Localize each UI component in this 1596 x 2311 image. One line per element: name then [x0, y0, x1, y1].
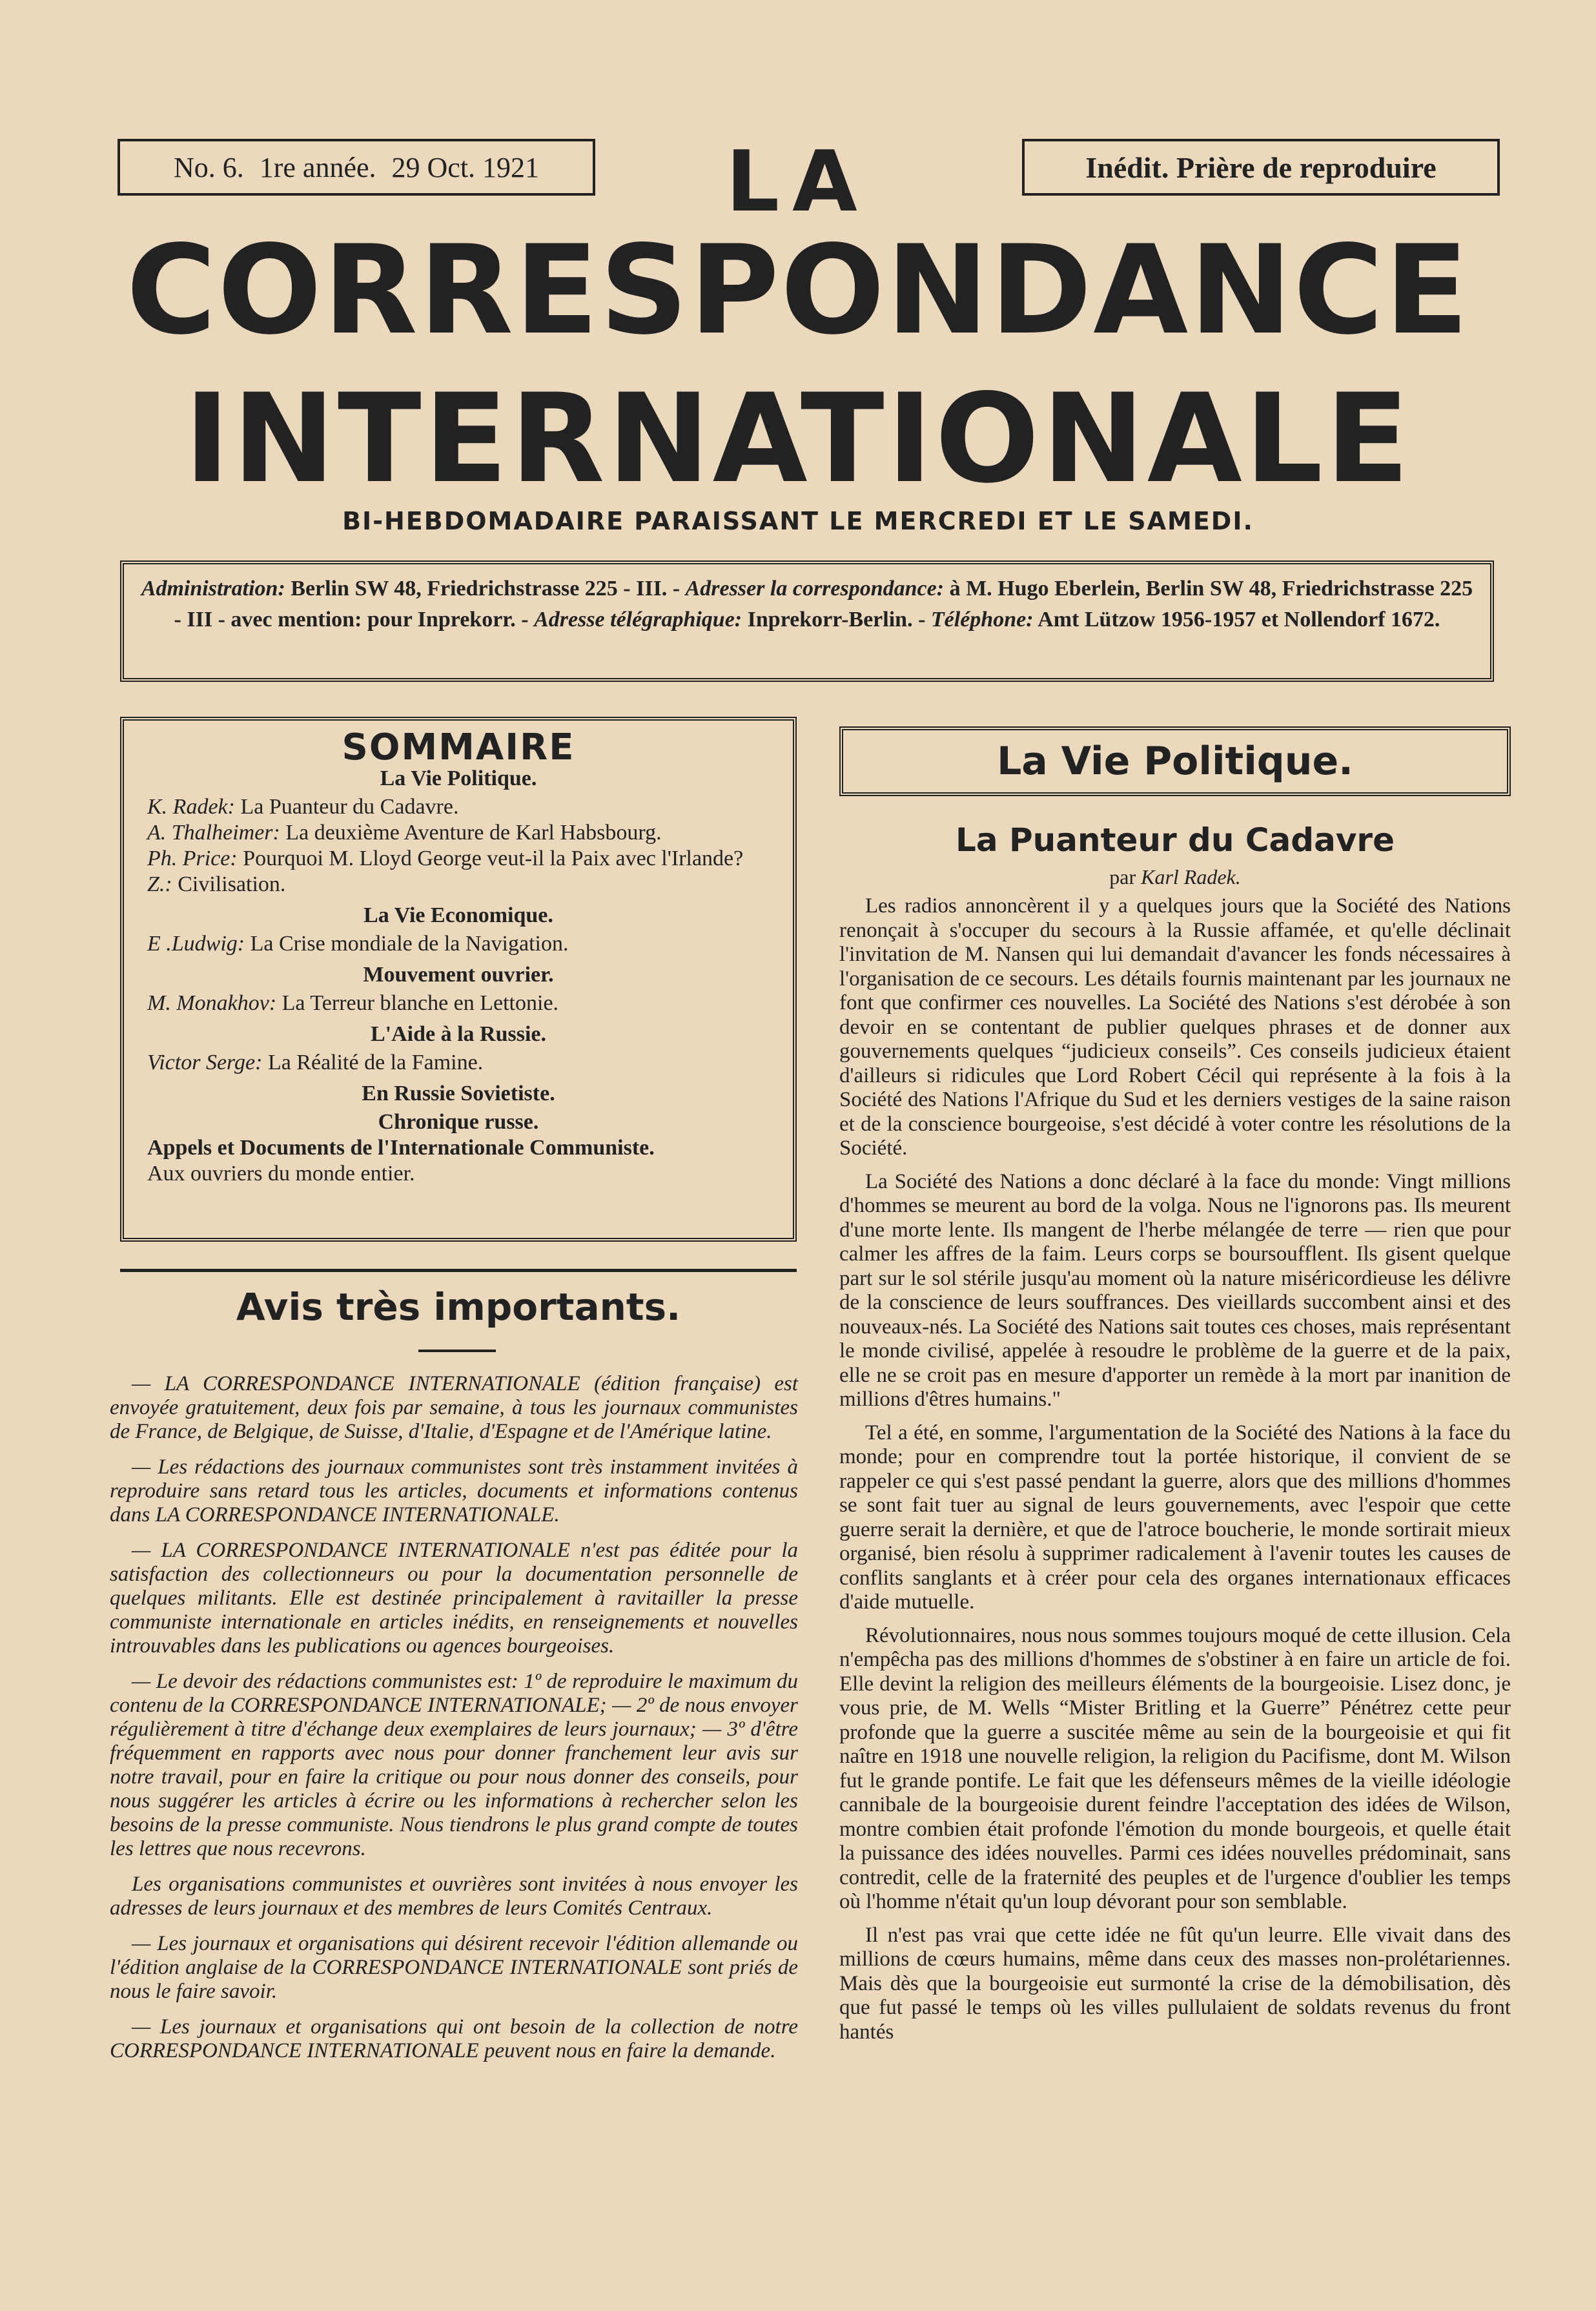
article-body [839, 894, 1511, 2053]
article-paragraph: La Société des Nations a donc déclaré à la face du monde: Vingt millions d'hommes se meurent au bord de la volga. Nous ne l'ignorons pas. Ils meurent d'une morte lente. Ils mangent de l'herbe mélangée de terre — rien que pour calmer les affres de la faim. Leurs corps se boursoufflent. Ils gisent quelque part sur le sol stérile jusqu'au moment où la nature miséricordieuse les délivre de la conscience de leurs souffrances. Des vieillards succombent ainsi et des nouveaux-nés. La Société des Nations sait toutes ces choses, mais représentant le monde civilisé, appelée à resoudre le problème de la guerre et de la paix, elle ne se croit pas en mesure d'apporter un remède à la mort par inanition de millions d'êtres humains." [839, 1169, 1511, 1411]
toc-section-sovietiste: En Russie Sovietiste. [362, 1082, 555, 1105]
toc-title: SOMMAIRE [342, 726, 575, 768]
masthead-line-2: INTERNATIONALE [184, 367, 1412, 510]
correspondence-address: à M. Hugo Eberlein, Berlin SW 48, Friedrichstrasse 225 - III - avec mention: pour Inprekorr. - [174, 577, 1473, 632]
admin-label: Administration: [141, 577, 285, 601]
toc-entry: A. Thalheimer: La deuxième Aventure de Karl Habsbourg. [147, 821, 662, 845]
toc-section-appels: Appels et Documents de l'Internationale Communiste. [147, 1136, 655, 1160]
table-of-contents [120, 717, 797, 1242]
toc-entry: Aux ouvriers du monde entier. [147, 1162, 415, 1186]
toc-entry: M. Monakhov: La Terreur blanche en Lettonie. [147, 991, 559, 1015]
notice-paragraph: Les organisations communistes et ouvrières sont invitées à nous envoyer les adresses de leurs journaux et des membres de leurs Comités Centraux. [110, 1873, 798, 1920]
phone-numbers: Amt Lützow 1956-1957 et Nollendorf 1672. [1033, 608, 1440, 632]
toc-section-chronique: Chronique russe. [378, 1110, 539, 1134]
correspondence-label: Adresser la correspondance: [685, 577, 945, 601]
article-paragraph: Les radios annoncèrent il y a quelques jours que la Société des Nations renonçait à s'occuper du secours à la Russie affamée, et qu'elle déclinait l'invitation de M. Nansen qui lui demandait d'avancer les fonds nécessaires à l'organisation de ce secours. Les détails fournis maintenant par les journaux ne font que confirmer ces nouvelles. La Société des Nations s'est dérobée à son devoir en se contentant de publier quelques phrases et de donner aux gouvernements quelques “judicieux conseils”. Ces conseils judicieux étaient d'ailleurs si ridicules que Lord Robert Cécil qui représente à la fois à la Société des Nations l'Afrique du Sud et les derniers vestiges de la saine raison et de la conscience bourgeoise, s'est décidé à voter contre les résolutions de la Société. [839, 894, 1511, 1160]
toc-entry: E .Ludwig: La Crise mondiale de la Navigation. [147, 932, 569, 956]
toc-entry: Victor Serge: La Réalité de la Famine. [147, 1051, 484, 1074]
notice-paragraph: — Les journaux et organisations qui désirent recevoir l'édition allemande ou l'édition anglaise de la CORRESPONDANCE INTERNATIONALE sont priés de nous le faire savoir. [110, 1932, 798, 2003]
article-byline: par Karl Radek. [1109, 865, 1241, 888]
masthead-line-1: CORRESPONDANCE [126, 219, 1470, 362]
toc-entry: K. Radek: La Puanteur du Cadavre. [147, 795, 459, 819]
article-paragraph: Il n'est pas vrai que cette idée ne fût qu'un leurre. Elle vivait dans des millions de cœurs humains, même dans ceux des masses non-prolétariennes. Mais dès que la bourgeoisie eut surmonté la crise de la démobilisation, dès que fut passé le temps où les villes pullulaient de soldats revenus du front hantés [839, 1923, 1511, 2044]
telegraph-address: Inprekorr-Berlin. - [742, 608, 931, 632]
administration-box [120, 560, 1494, 682]
admin-address: Berlin SW 48, Friedrichstrasse 225 - III. - [285, 577, 686, 601]
telegraph-label: Adresse télégraphique: [534, 608, 742, 632]
issue-year: 1re année. [259, 151, 376, 183]
toc-section-politique: La Vie Politique. [380, 766, 537, 790]
notices-body [110, 1372, 798, 2075]
article-title: La Puanteur du Cadavre [956, 821, 1395, 859]
notices-rule [418, 1350, 496, 1352]
masthead-la: LA [726, 132, 870, 231]
article-paragraph: Révolutionnaires, nous nous sommes toujours moqué de cette illusion. Cela n'empêcha pas des millions d'hommes de s'obstiner à en faire un article de foi. Elle devint la religion des meilleurs éléments de la bourgeoisie. Lisez donc, je vous prie, de M. Wells “Mister Britling et la Guerre” Pénétrez cette peur profonde que la guerre a suscitée même au sein de la bourgeoisie et qui fit naître en 1918 une nouvelle religion, la religion du Pacifisme, dont M. Wilson fut le grande pontife. Le fait que les défenseurs mêmes de la vieille idéologie cannibale de la bourgeoisie durent feindre l'acceptation des idées de Wilson, montre combien était profonde l'émotion du monde bourgeois, et quelle était la puissance des idées nouvelles. Parmi ces idées nouvelles prédominait, sans contredit, celle de la fraternité des peuples et de l'urgence d'oublier les temps où l'homme n'était qu'un loup dévorant pour son semblable. [839, 1623, 1511, 1913]
notice-paragraph: — Les rédactions des journaux communistes sont très instamment invitées à reproduire sans retard tous les articles, documents et informations contenus dans LA CORRESPONDANCE INTERNATIONALE. [110, 1455, 798, 1526]
section-header-politique: La Vie Politique. [839, 726, 1511, 796]
publication-frequency: BI-HEBDOMADAIRE PARAISSANT LE MERCREDI ET LE SAMEDI. [342, 507, 1254, 535]
issue-number: No. 6. [173, 151, 244, 183]
issue-date: 29 Oct. 1921 [391, 151, 540, 183]
toc-section-russie: L'Aide à la Russie. [370, 1022, 547, 1046]
notice-paragraph: — LA CORRESPONDANCE INTERNATIONALE n'est pas éditée pour la satisfaction des collectionneurs ou pour la documentation personnelle de quelques militants. Elle est destinée principalement à ravitailler la presse communiste internationale en articles inédits, en renseignements et nouvelles introuvables dans les publications ou agences bourgeoises. [110, 1539, 798, 1658]
toc-entry: Ph. Price: Pourquoi M. Lloyd George veut-il la Paix avec l'Irlande? [147, 847, 744, 870]
column-divider [120, 1269, 797, 1272]
article-paragraph: Tel a été, en somme, l'argumentation de la Société des Nations à la face du monde; pour en comprendre tout la portée historique, il convient de se rappeler ce qui s'est passé pendant la guerre, alors que des millions d'hommes se sont fait tuer au signal de leurs gouvernements, avec l'espoir que cette guerre serait la dernière, et que de l'atroce boucherie, le monde sortirait mieux organisé, bien résolu à supprimer radicalement à l'avenir toutes les causes de conflits sanglants et à créer pour cela des organes internationaux efficaces d'aide mutuelle. [839, 1421, 1511, 1614]
phone-label: Téléphone: [930, 608, 1034, 632]
reproduction-notice: Inédit. Prière de reproduire [1022, 139, 1500, 196]
toc-section-economique: La Vie Economique. [363, 903, 553, 927]
toc-section-ouvrier: Mouvement ouvrier. [363, 963, 554, 987]
notice-paragraph: — Les journaux et organisations qui ont besoin de la collection de notre CORRESPONDANCE INTERNATIONALE peuvent nous en faire la demande. [110, 2015, 798, 2062]
notice-paragraph: — Le devoir des rédactions communistes est: 1º de reproduire le maximum du contenu de la CORRESPONDANCE INTERNATIONALE; — 2º de nous envoyer régulièrement à titre d'échange deux exemplaires de leurs journaux; — 3º d'être fréquemment en rapports avec nous pour donner franchement leur avis sur notre travail, pour en faire la critique ou pour nous donner des conseils, pour nous suggérer les articles à écrire ou les informations à rechercher selon les besoins de la presse communiste. Nous tiendrons le plus grand compte de toutes les lettres que nous recevrons. [110, 1670, 798, 1860]
article-author: Karl Radek. [1141, 865, 1241, 888]
toc-entry: Z.: Civilisation. [147, 872, 286, 896]
notices-title: Avis très importants. [236, 1285, 681, 1329]
notice-paragraph: — LA CORRESPONDANCE INTERNATIONALE (édition française) est envoyée gratuitement, deux fois par semaine, à tous les journaux communistes de France, de Belgique, de Suisse, d'Italie, d'Espagne et de l'Amérique latine. [110, 1372, 798, 1443]
